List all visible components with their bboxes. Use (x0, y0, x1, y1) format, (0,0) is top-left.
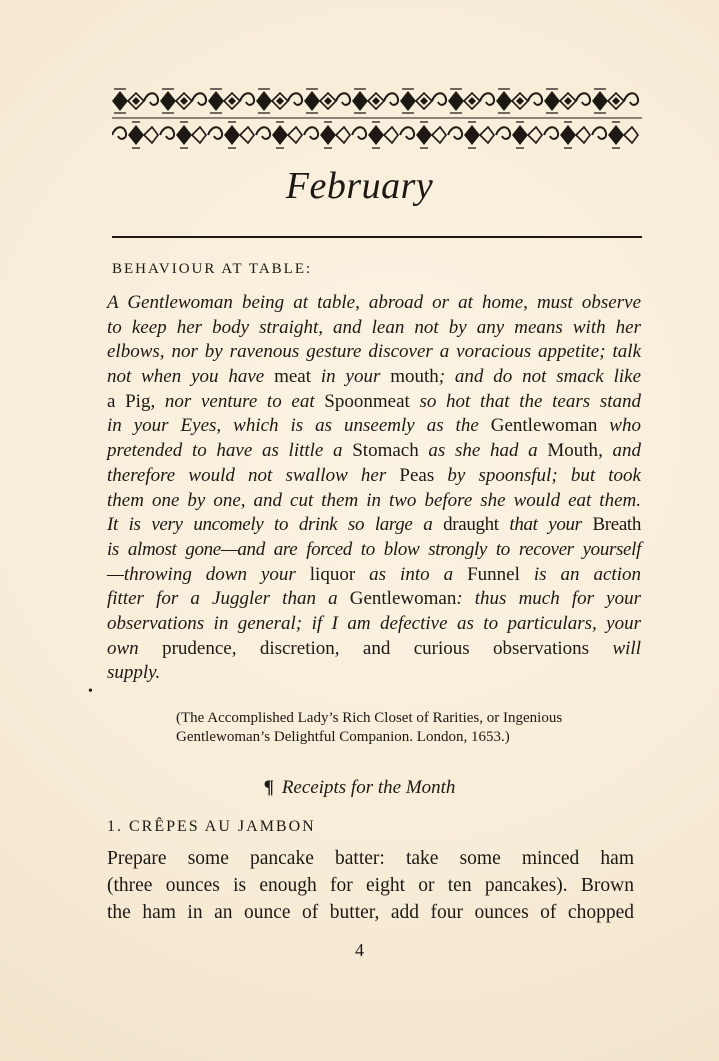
quote-text-run: therefore would not swallow her (107, 464, 400, 486)
quote-text-run: , and (598, 440, 641, 462)
quote-text-run: to keep her body straight, and lean not by any means with her (107, 316, 641, 338)
quote-line (107, 439, 641, 464)
quote-text-run: not when you have (107, 366, 275, 388)
quote-text-run: a Pig, (107, 390, 165, 412)
recipe-body (107, 845, 634, 926)
quote-text-run: will (589, 637, 641, 659)
quote-line (107, 340, 641, 365)
quote-line (107, 637, 641, 662)
quote-text-run: Peas (399, 464, 435, 486)
title-divider (112, 236, 642, 238)
quote-text-run: is an action (519, 563, 641, 585)
quote-text-run: : thus much for your (456, 588, 641, 610)
quote-text-run: It is very uncomely to drink so large a (107, 514, 444, 536)
month-title: February (285, 165, 434, 207)
quote-text-run: Stomach (352, 440, 419, 462)
recipe-title: 1. CRÊPES AU JAMBON (107, 818, 316, 835)
quote-text-run: Gentlewoman (349, 588, 457, 610)
quote-line (107, 464, 641, 489)
quote-text-run: Mouth (547, 440, 599, 462)
citation-line: (The Accomplished Lady’s Rich Closet of Rarities, or Ingenious (176, 710, 563, 726)
quote-text-run: them one by one, and cut them in two before she would eat them. (107, 489, 641, 511)
receipts-heading-text: Receipts for the Month (281, 777, 456, 798)
quote-text-run: pretended to have as little a (107, 440, 353, 462)
quote-text-run: Gentlewoman (490, 415, 598, 437)
quote-text-run: —throwing down your (107, 563, 310, 585)
quote-line (107, 414, 641, 439)
quote-line (107, 365, 641, 390)
quote-text-run: nor venture to eat (164, 390, 325, 412)
quote-text-run: in your Eyes, which is as unseemly as the (107, 415, 491, 437)
quote-text-run: Breath (592, 514, 641, 536)
section-heading-behaviour: BEHAVIOUR AT TABLE: (112, 261, 313, 277)
recipe-line: Prepare some pancake batter: take some minced ham (107, 848, 634, 869)
quote-text-run: ; and do not smack like (438, 366, 642, 388)
quote-line (107, 390, 641, 415)
quote-text-run: fitter for a Juggler than a (107, 588, 350, 610)
quote-text-run: Funnel (467, 563, 520, 585)
quote-line (107, 513, 641, 538)
quote-line (107, 316, 641, 341)
quote-text-run: elbows, nor by ravenous gesture discover a voracious appetite; talk (107, 341, 641, 363)
quote-text-run: A Gentlewoman being at table, abroad or at home, must observe (107, 292, 641, 313)
quote-line (107, 291, 641, 316)
quote-text-run: so hot that the tears stand (409, 390, 642, 412)
quote-text-run: mouth (390, 366, 439, 388)
decorative-border-ornament (112, 84, 646, 152)
quote-text-run: is almost gone—and are forced to blow strongly to recover yourself (107, 538, 641, 560)
quote-text-run: own (107, 637, 163, 659)
quote-text-run: prudence, discretion, and curious observations (162, 637, 590, 659)
quote-line (107, 587, 641, 612)
quote-text-run: meat (274, 366, 312, 388)
quote-text-run: supply. (107, 662, 161, 684)
quote-text-run: as into a (355, 563, 468, 585)
recipe-line: (three ounces is enough for eight or ten pancakes). Brown (107, 875, 634, 896)
quote-text-run: draught (443, 514, 499, 536)
quote-citation (176, 709, 636, 747)
quote-text-run: that your (498, 514, 593, 536)
quote-line (107, 563, 641, 588)
quote-text-run: liquor (309, 563, 356, 585)
quote-text-run: who (597, 415, 641, 437)
receipts-heading (0, 777, 719, 799)
quote-line (107, 612, 641, 637)
page-number: 4 (355, 940, 364, 960)
quote-text-run: as she had a (418, 440, 548, 462)
quote-text-run: Spoonmeat (324, 390, 410, 412)
citation-line: Gentlewoman’s Delightful Companion. London, 1653.) (176, 729, 510, 745)
quote-line (107, 489, 641, 514)
quote-text-run: by spoonsful; but took (434, 464, 641, 486)
quote-line (107, 661, 641, 686)
behaviour-quote (107, 291, 641, 686)
quote-text-run: observations in general; if I am defective as to particulars, your (107, 612, 641, 634)
recipe-line: the ham in an ounce of butter, add four ounces of chopped (107, 902, 634, 923)
margin-mark: • (88, 684, 93, 699)
quote-text-run: in your (311, 366, 391, 388)
pilcrow-icon: ¶ (263, 777, 274, 798)
quote-line (107, 538, 641, 563)
